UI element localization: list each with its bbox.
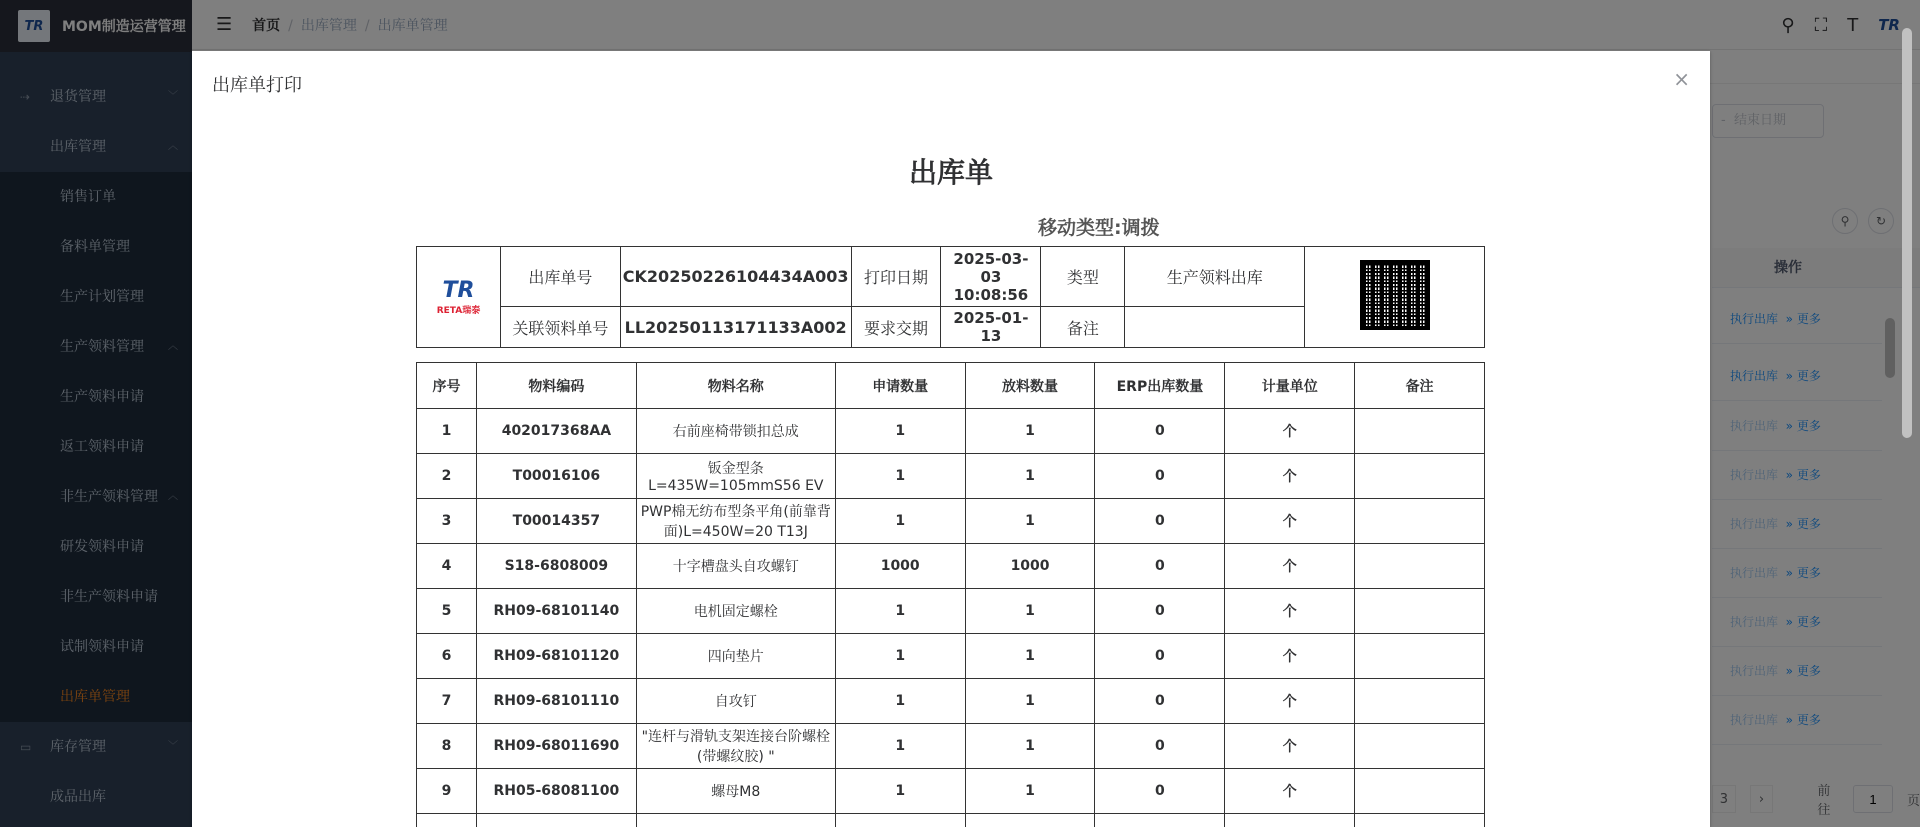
qr-code	[1305, 247, 1485, 348]
cell-erp: 0	[1095, 589, 1225, 634]
qr-code-icon	[1360, 260, 1430, 330]
cell-erp: 0	[1095, 499, 1225, 544]
cell-req: 1	[835, 634, 965, 679]
cell-req: 1	[835, 589, 965, 634]
items-body	[417, 409, 1485, 827]
cell-req: 1	[835, 499, 965, 544]
cell-name: 十字槽盘头自攻螺钉	[636, 544, 835, 589]
cell-name: "连杆与滑轨支架连接台阶螺栓(带螺纹胶) "	[636, 724, 835, 769]
cell-remark	[1355, 724, 1485, 769]
cell-code: RH09-68101110	[476, 679, 636, 724]
table-row	[417, 724, 1485, 769]
cell-name: 四向垫片	[636, 634, 835, 679]
table-row	[417, 814, 1485, 827]
cell-code: S18-6808009	[476, 544, 636, 589]
header-table	[416, 246, 1485, 348]
cell-erp: 0	[1095, 454, 1225, 499]
cell-erp: 0	[1095, 544, 1225, 589]
cell-no: 5	[417, 589, 477, 634]
table-row	[417, 634, 1485, 679]
cell-remark	[1355, 679, 1485, 724]
cell-code: RH09-68101140	[476, 589, 636, 634]
cell-code: RH09-68101120	[476, 634, 636, 679]
col-header: 物料编码	[476, 363, 636, 409]
cell-unit: 个	[1225, 724, 1355, 769]
cell-erp: 0	[1095, 409, 1225, 454]
cell-unit: 个	[1225, 499, 1355, 544]
cell-code: 402017368AA	[476, 409, 636, 454]
cell-remark	[1355, 499, 1485, 544]
cell-no: 6	[417, 634, 477, 679]
cell-rel: 1000	[965, 544, 1095, 589]
remark-value	[1125, 307, 1305, 348]
cell-remark	[1355, 634, 1485, 679]
col-header: 计量单位	[1225, 363, 1355, 409]
table-row	[417, 454, 1485, 499]
cell-remark	[1355, 589, 1485, 634]
cell-name: 钣金型条L=435W=105mmS56 EV	[636, 454, 835, 499]
dialog-title: 出库单打印	[212, 75, 302, 96]
remark-label: 备注	[1041, 307, 1125, 348]
cell-no: 8	[417, 724, 477, 769]
document-title: 出库单	[908, 156, 993, 189]
table-row	[417, 409, 1485, 454]
col-header: 放料数量	[965, 363, 1095, 409]
col-header: 序号	[417, 363, 477, 409]
due-date-label: 要求交期	[851, 307, 941, 348]
cell-no: 1	[417, 409, 477, 454]
cell-name: 螺母M8	[636, 769, 835, 814]
table-row	[417, 679, 1485, 724]
print-dialog	[192, 51, 1710, 827]
type-value: 生产领料出库	[1125, 247, 1305, 307]
cell-erp: 0	[1095, 724, 1225, 769]
cell-erp: 0	[1095, 679, 1225, 724]
cell-no: 7	[417, 679, 477, 724]
cell-req: 1	[835, 454, 965, 499]
order-no-label: 出库单号	[500, 247, 620, 307]
print-date: 2025-03-03 10:08:56	[941, 247, 1041, 307]
page-scrollbar[interactable]	[1900, 20, 1914, 810]
cell-unit: 个	[1225, 769, 1355, 814]
cell-rel: 1	[965, 454, 1095, 499]
cell-req: 1	[835, 679, 965, 724]
cell-rel: 1	[965, 589, 1095, 634]
table-row	[417, 589, 1485, 634]
cell-rel: 1	[965, 634, 1095, 679]
cell-erp: 0	[1095, 769, 1225, 814]
col-header: 申请数量	[835, 363, 965, 409]
cell-remark	[1355, 454, 1485, 499]
cell-code: RH05-68081100	[476, 769, 636, 814]
move-type: 移动类型:调拨	[1038, 217, 1160, 239]
due-date: 2025-01-13	[941, 307, 1041, 348]
cell-unit: 个	[1225, 589, 1355, 634]
cell-unit: 个	[1225, 409, 1355, 454]
cell-rel: 1	[965, 679, 1095, 724]
cell-no: 4	[417, 544, 477, 589]
cell-erp: 0	[1095, 634, 1225, 679]
company-logo: TR RETA瑞泰	[417, 247, 501, 348]
table-row	[417, 544, 1485, 589]
table-row	[417, 499, 1485, 544]
related-no-label: 关联领料单号	[500, 307, 620, 348]
cell-name: 电机固定螺栓	[636, 589, 835, 634]
cell-code: T00014357	[476, 499, 636, 544]
cell-no: 3	[417, 499, 477, 544]
cell-remark	[1355, 544, 1485, 589]
print-date-label: 打印日期	[851, 247, 941, 307]
close-icon[interactable]: ×	[1673, 67, 1690, 91]
related-no: LL20250113171133A002	[620, 307, 851, 348]
cell-req: 1000	[835, 544, 965, 589]
cell-name: 右前座椅带锁扣总成	[636, 409, 835, 454]
cell-req: 1	[835, 409, 965, 454]
items-table	[416, 362, 1485, 827]
cell-rel: 1	[965, 499, 1095, 544]
cell-req: 1	[835, 769, 965, 814]
col-header: ERP出库数量	[1095, 363, 1225, 409]
cell-no: 2	[417, 454, 477, 499]
cell-rel: 1	[965, 769, 1095, 814]
type-label: 类型	[1041, 247, 1125, 307]
cell-remark	[1355, 769, 1485, 814]
cell-remark	[1355, 409, 1485, 454]
order-no: CK20250226104434A003	[620, 247, 851, 307]
col-header: 物料名称	[636, 363, 835, 409]
cell-rel: 1	[965, 724, 1095, 769]
table-row	[417, 769, 1485, 814]
cell-req: 1	[835, 724, 965, 769]
cell-unit: 个	[1225, 544, 1355, 589]
cell-unit: 个	[1225, 454, 1355, 499]
cell-code: RH09-68011690	[476, 724, 636, 769]
col-header: 备注	[1355, 363, 1485, 409]
cell-unit: 个	[1225, 634, 1355, 679]
cell-no: 9	[417, 769, 477, 814]
cell-unit: 个	[1225, 679, 1355, 724]
cell-rel: 1	[965, 409, 1095, 454]
cell-code: T00016106	[476, 454, 636, 499]
cell-name: 自攻钉	[636, 679, 835, 724]
cell-name: PWP棉无纺布型条平角(前靠背面)L=450W=20 T13J	[636, 499, 835, 544]
